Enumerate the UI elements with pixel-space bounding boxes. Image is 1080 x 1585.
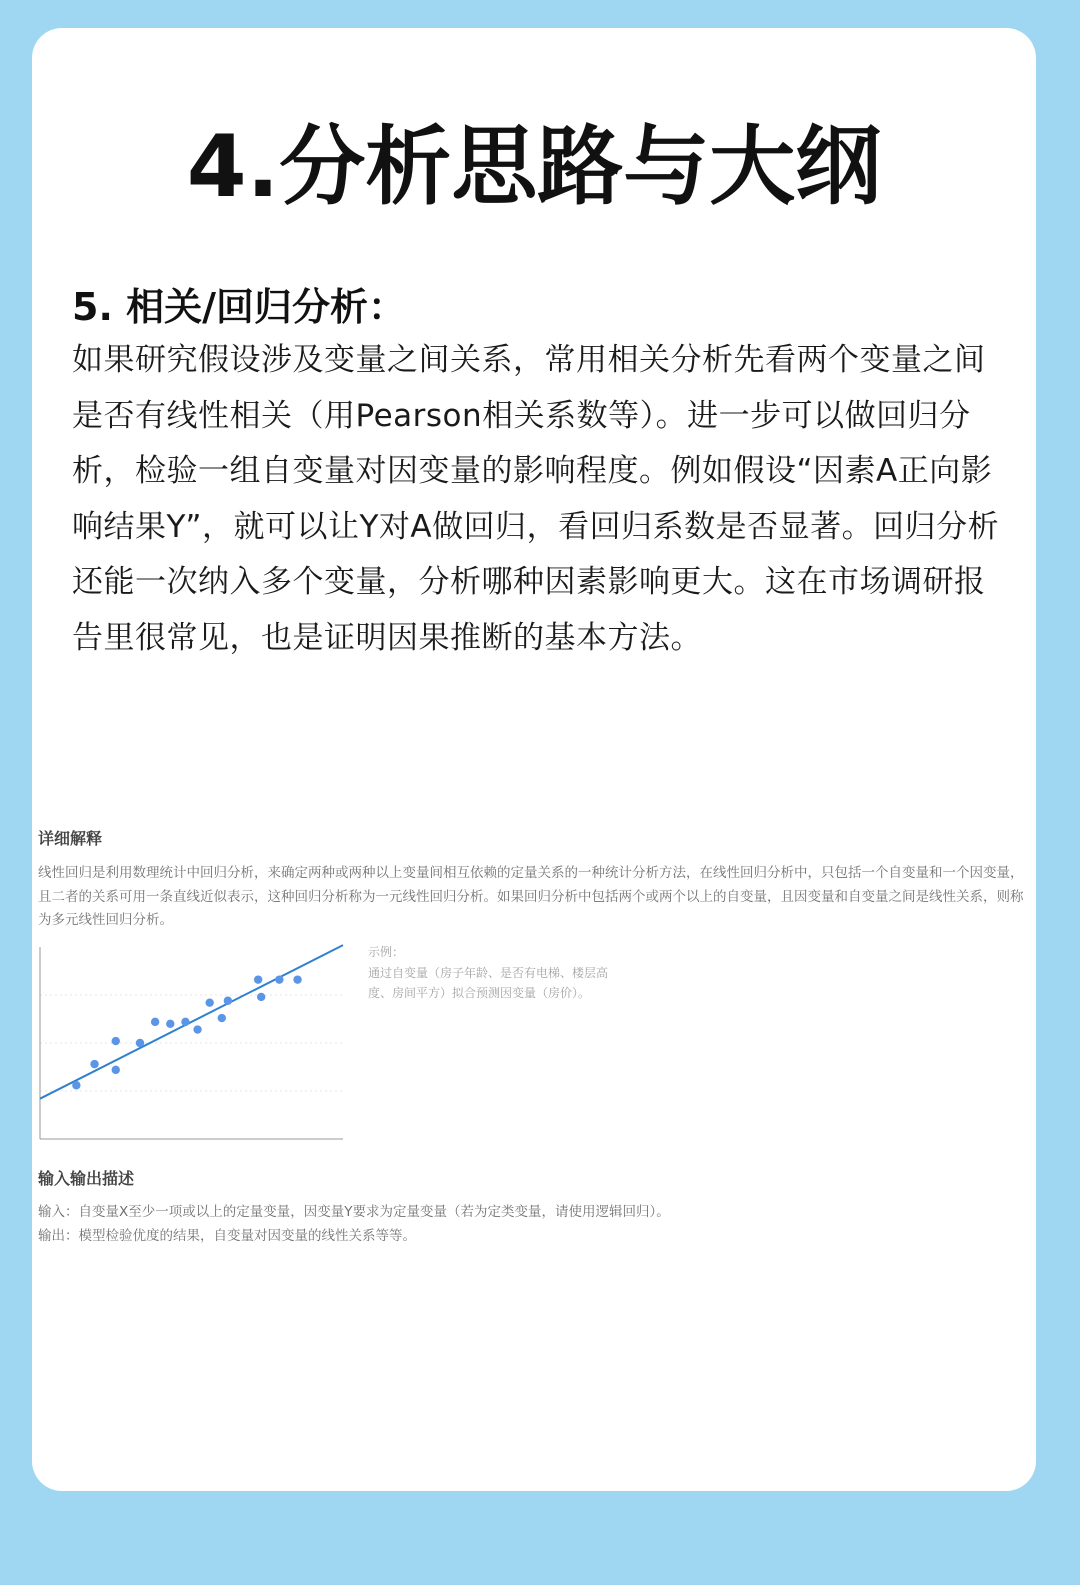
example-label: 示例： <box>368 945 405 959</box>
data-point-6 <box>151 1018 159 1026</box>
data-point-2 <box>90 1060 98 1068</box>
section-heading: 5. 相关/回归分析： <box>72 285 406 329</box>
io-input-line: 输入：自变量X至少一项或以上的定量变量，因变量Y要求为定量变量（若为定类变量，请使用逻辑回归）。 <box>38 1204 670 1220</box>
data-point-9 <box>193 1025 201 1033</box>
data-point-12 <box>224 997 232 1005</box>
regression-scatter-chart <box>38 943 348 1143</box>
data-point-14 <box>257 993 265 1001</box>
data-point-7 <box>166 1020 174 1028</box>
chart-fit-line-group <box>40 945 343 1099</box>
example-block <box>368 942 613 1004</box>
data-point-10 <box>205 998 213 1006</box>
data-point-3 <box>112 1066 120 1074</box>
data-point-13 <box>254 975 262 983</box>
data-point-5 <box>136 1039 144 1047</box>
io-output-line: 输出：模型检验优度的结果，自变量对因变量的线性关系等等。 <box>38 1228 416 1244</box>
io-description <box>38 1200 670 1248</box>
chart-points <box>72 975 302 1089</box>
data-point-8 <box>181 1018 189 1026</box>
regression-fit-line <box>40 945 343 1099</box>
section-body: 如果研究假设涉及变量之间关系，常用相关分析先看两个变量之间是否有线性相关（用Pearson相关系数等）。进一步可以做回归分析，检验一组自变量对因变量的影响程度。例如假设“因素A正向影响结果Y”，就可以让Y对A做回归，看回归系数是否显著。回归分析还能一次纳入多个变量，分析哪种因素影响更大。这在市场调研报告里很常见，也是证明因果推断的基本方法。 <box>72 342 1000 656</box>
data-point-1 <box>72 1081 80 1089</box>
io-heading: 输入输出描述 <box>38 1169 135 1188</box>
main-title: 4.分析思路与大纲 <box>186 117 882 217</box>
data-point-15 <box>275 975 283 983</box>
example-text: 通过自变量（房子年龄、是否有电梯、楼层高度、房间平方）拟合预测因变量（房价）。 <box>368 965 609 1000</box>
data-point-4 <box>112 1037 120 1045</box>
detail-heading: 详细解释 <box>38 829 103 848</box>
content-card <box>32 28 1036 1491</box>
detail-text: 线性回归是利用数理统计中回归分析，来确定两种或两种以上变量间相互依赖的定量关系的一种统计分析方法，在线性回归分析中，只包括一个自变量和一个因变量，且二者的关系可用一条直线近似表示，这种回归分析称为一元线性回归分析。如果回归分析中包括两个或两个以上的自变量，且因变量和自变量之间是线性关系，则称为多元线性回归分析。 <box>38 865 1024 928</box>
data-point-11 <box>218 1014 226 1022</box>
data-point-16 <box>293 975 301 983</box>
